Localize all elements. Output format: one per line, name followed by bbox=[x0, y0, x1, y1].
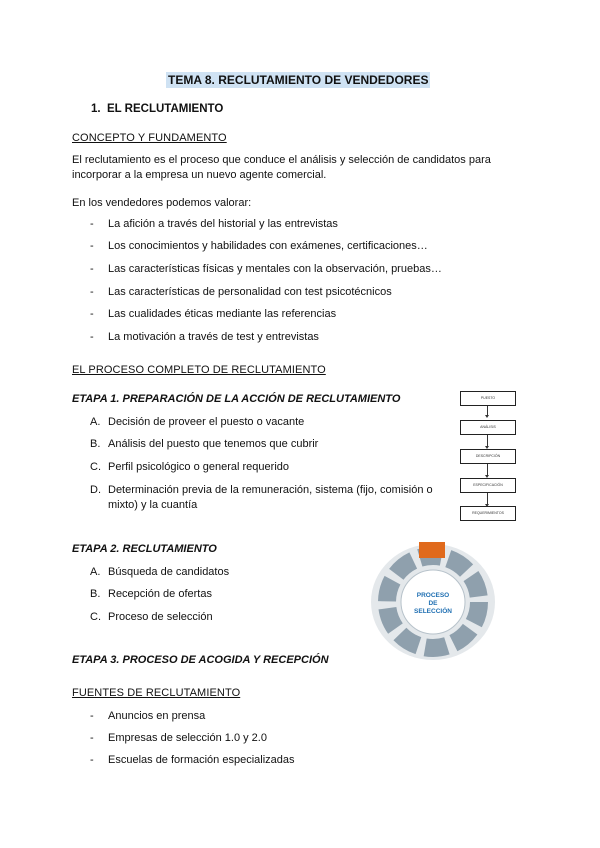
concepto-intro: En los vendedores podemos valorar: bbox=[72, 197, 252, 209]
list-item: - La motivación a través de test y entrevistas bbox=[90, 331, 319, 343]
flowchart-box: PUESTO bbox=[460, 391, 516, 406]
section-heading bbox=[91, 103, 223, 115]
flowchart-diagram bbox=[456, 388, 528, 524]
concepto-heading: CONCEPTO Y FUNDAMENTO bbox=[72, 132, 227, 144]
list-item: - Empresas de selección 1.0 y 2.0 bbox=[90, 732, 267, 744]
flowchart-arrow bbox=[487, 435, 488, 446]
cycle-center-label: PROCESO bbox=[416, 592, 450, 599]
etapa2-item: B. Recepción de ofertas bbox=[90, 588, 212, 600]
section-title: EL RECLUTAMIENTO bbox=[107, 103, 224, 115]
list-item: - Los conocimientos y habilidades con exámenes, certificaciones… bbox=[90, 240, 428, 252]
flowchart-box: ANÁLISIS bbox=[460, 420, 516, 435]
proceso-heading: EL PROCESO COMPLETO DE RECLUTAMIENTO bbox=[72, 364, 326, 376]
list-item: - Anuncios en prensa bbox=[90, 710, 206, 722]
cycle-start-box bbox=[419, 542, 445, 558]
etapa3-title: ETAPA 3. PROCESO DE ACOGIDA Y RECEPCIÓN bbox=[72, 654, 329, 666]
flowchart-box: ESPECIFICACIÓN bbox=[460, 478, 516, 493]
fuentes-heading: FUENTES DE RECLUTAMIENTO bbox=[72, 687, 241, 699]
etapa1-item: B. Análisis del puesto que tenemos que cubrir bbox=[90, 438, 319, 450]
etapa1-item: D. Determinación previa de la remuneración, sistema (fijo, comisión o mixto) y la cuantía bbox=[90, 484, 433, 511]
etapa2-title: ETAPA 2. RECLUTAMIENTO bbox=[72, 543, 217, 555]
etapa1-item: C. Perfil psicológico o general requerido bbox=[90, 461, 289, 473]
flowchart-box: DESCRIPCIÓN bbox=[460, 449, 516, 464]
flowchart-arrow bbox=[487, 406, 488, 415]
concepto-paragraph: El reclutamiento es el proceso que conduce el análisis y selección de candidatos para incorporar a la empresa un nuevo agente comercial. bbox=[72, 154, 491, 181]
list-item: - La afición a través del historial y las entrevistas bbox=[90, 218, 338, 230]
etapa2-item: C. Proceso de selección bbox=[90, 611, 213, 623]
section-number: 1. bbox=[91, 103, 101, 115]
etapa1-title: ETAPA 1. PREPARACIÓN DE LA ACCIÓN DE RECLUTAMIENTO bbox=[72, 393, 401, 405]
flowchart-box: REQUERIMIENTOS bbox=[460, 506, 516, 521]
list-item: - Escuelas de formación especializadas bbox=[90, 754, 295, 766]
list-item: - Las cualidades éticas mediante las referencias bbox=[90, 308, 337, 320]
selection-cycle-diagram bbox=[368, 538, 498, 662]
cycle-center-label: DE bbox=[428, 600, 438, 607]
list-item: - Las características físicas y mentales con la observación, pruebas… bbox=[90, 263, 442, 275]
list-item: - Las características de personalidad con test psicotécnicos bbox=[90, 286, 392, 298]
cycle-center-label: SELECCIÓN bbox=[414, 608, 452, 615]
flowchart-arrow bbox=[487, 464, 488, 475]
flowchart-arrow bbox=[487, 493, 488, 504]
etapa2-item: A. Búsqueda de candidatos bbox=[90, 566, 230, 578]
document-title: TEMA 8. RECLUTAMIENTO DE VENDEDORES bbox=[168, 73, 429, 87]
etapa1-item: A. Decisión de proveer el puesto o vacante bbox=[90, 416, 305, 428]
